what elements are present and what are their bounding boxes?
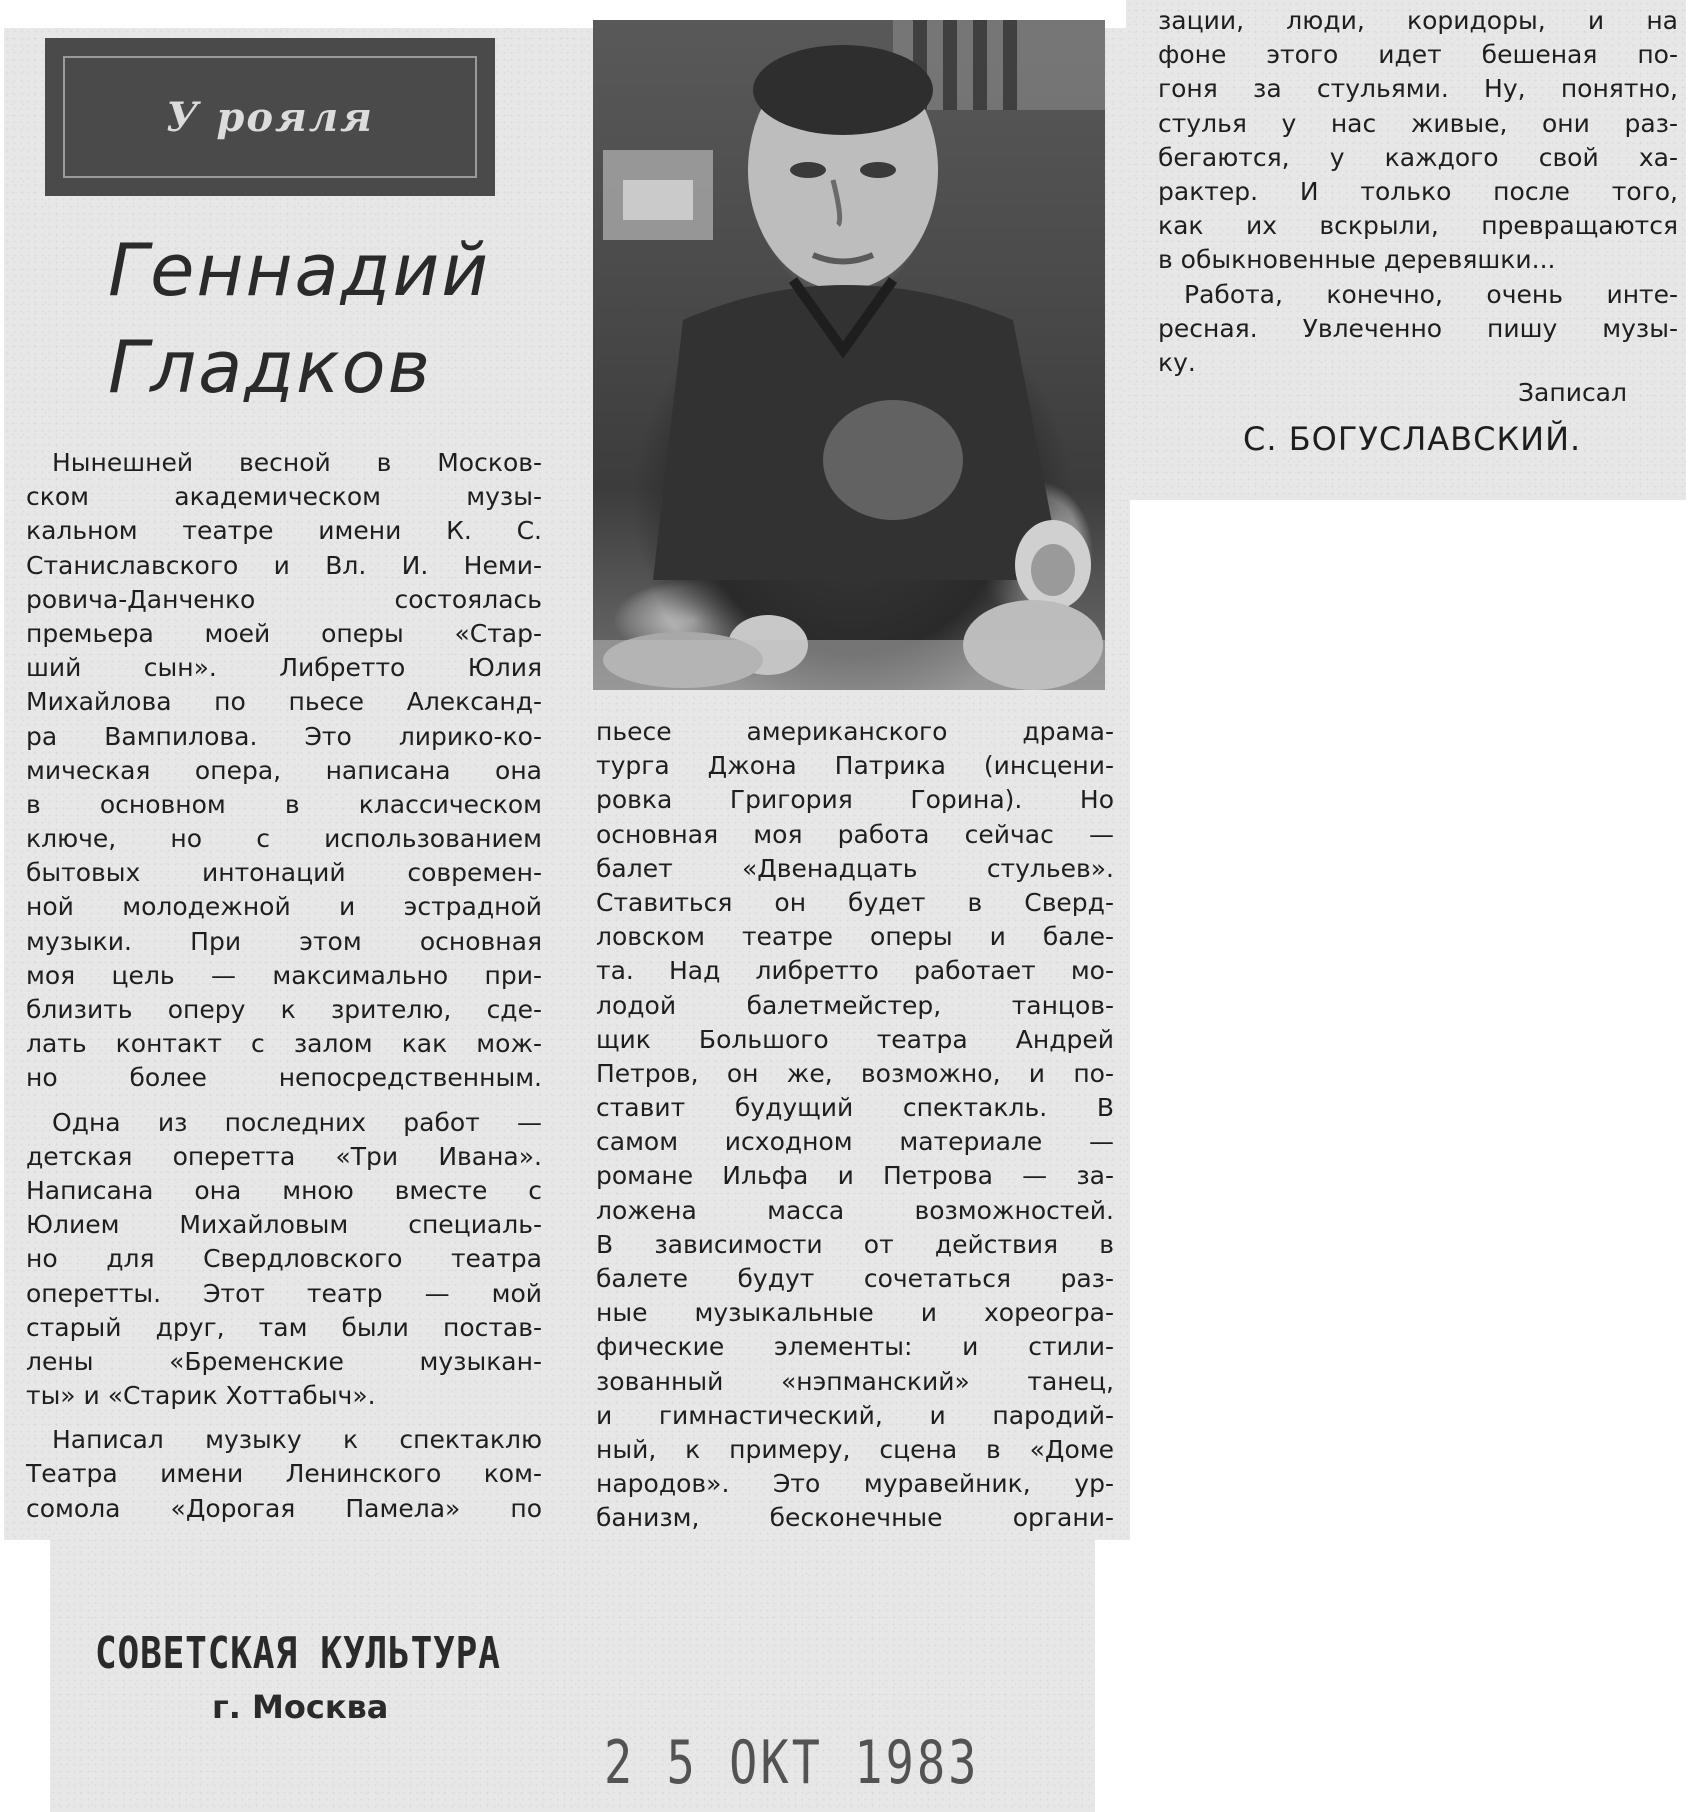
text-line: в основном в классическом [26, 789, 542, 819]
text-line: балет «Двенадцать стульев». [596, 853, 1114, 883]
text-line: старый друг, там были постав- [26, 1312, 542, 1342]
text-line: ском академическом музы- [26, 482, 542, 512]
text-line: ные музыкальные и хореогра- [596, 1298, 1114, 1328]
text-line: рактер. И только после того, [1158, 176, 1678, 206]
rubric-frame [63, 56, 477, 178]
newspaper-stamp-city: г. Москва [212, 1688, 389, 1726]
article-column-middle [596, 715, 1114, 1536]
text-line: пьесе американского драма- [596, 717, 1114, 746]
text-line: В зависимости от действия в [596, 1229, 1114, 1259]
text-line: стулья у нас живые, они раз- [1158, 108, 1678, 138]
paragraph-gap [26, 1096, 542, 1106]
text-line: моя цель — максимально при- [26, 960, 542, 990]
text-line: турга Джона Патрика (инсцени- [596, 751, 1114, 781]
text-line: Написана она мною вместе с [26, 1175, 542, 1205]
text-line: ший сын». Либретто Юлия [26, 653, 542, 683]
text-line: ключе, но с использованием [26, 824, 542, 854]
text-line: лены «Бременские музыкан- [26, 1346, 542, 1376]
signature-author: С. БОГУСЛАВСКИЙ. [1243, 420, 1582, 458]
text-line: Станиславского и Вл. И. Неми- [26, 550, 542, 580]
portrait-photo [593, 20, 1105, 690]
text-line: Петров, он же, возможно, и по- [596, 1058, 1114, 1088]
rubric-box [45, 38, 495, 196]
text-line: как их вскрыли, превращаются [1158, 211, 1678, 241]
text-line: Одна из последних работ — [52, 1107, 542, 1137]
paragraph-gap [26, 1413, 542, 1423]
text-line: гоня за стульями. Ну, понятно, [1158, 74, 1678, 104]
text-line: зации, люди, коридоры, и на [1158, 6, 1678, 35]
headline-first-name: Геннадий [108, 228, 491, 312]
text-line: Юлием Михайловым специаль- [26, 1210, 542, 1240]
text-line: народов». Это муравейник, ур- [596, 1469, 1114, 1499]
text-line: Работа, конечно, очень инте- [1184, 279, 1678, 309]
text-line: бытовых интонаций современ- [26, 858, 542, 888]
text-line: ловском театре оперы и бале- [596, 922, 1114, 952]
text-line: лодой балетмейстер, танцов- [596, 990, 1114, 1020]
text-line: ложена масса возможностей. [596, 1195, 1114, 1225]
text-line: Написал музыку к спектаклю [52, 1425, 542, 1455]
article-column-left [26, 446, 542, 1526]
text-line: Ставиться он будет в Сверд- [596, 887, 1114, 917]
text-line: балете будут сочетаться раз- [596, 1264, 1114, 1293]
text-line: Михайлова по пьесе Александ- [26, 687, 542, 717]
text-line: бегаются, у каждого свой ха- [1158, 142, 1678, 172]
signature-label: Записал [1518, 378, 1627, 407]
text-line: но более непосредственным. [26, 1063, 542, 1093]
text-line: ку. [1158, 347, 1196, 377]
text-line: ровича-Данченко состоялась [26, 584, 542, 614]
text-line: детская оперетта «Три Ивана». [26, 1141, 542, 1171]
text-line: премьера моей оперы «Стар- [26, 618, 542, 648]
text-line: и гимнастический, и пародий- [596, 1400, 1114, 1430]
text-line: Театра имени Ленинского ком- [26, 1459, 542, 1489]
text-line: фоне этого идет бешеная по- [1158, 40, 1678, 70]
text-line: ра Вампилова. Это лирико-ко- [26, 721, 542, 751]
text-line: ресная. Увлеченно пишу музы- [1158, 313, 1678, 343]
text-line: ты» и «Старик Хоттабыч». [26, 1381, 376, 1411]
text-line: основная моя работа сейчас — [596, 819, 1114, 849]
article-column-right [1158, 4, 1678, 380]
text-line: щик Большого театра Андрей [596, 1024, 1114, 1054]
text-line: романе Ильфа и Петрова — за- [596, 1161, 1114, 1191]
text-line: мическая опера, написана она [26, 755, 542, 785]
text-line: Нынешней весной в Москов- [52, 448, 542, 477]
text-line: ной молодежной и эстрадной [26, 892, 542, 922]
text-line: банизм, бесконечные органи- [596, 1503, 1114, 1533]
text-line: но для Свердловского театра [26, 1244, 542, 1274]
text-line: сомола «Дорогая Памела» по [26, 1493, 542, 1523]
text-line: самом исходном материале — [596, 1127, 1114, 1157]
headline-last-name: Гладков [108, 325, 433, 409]
text-line: оперетты. Этот театр — мой [26, 1278, 542, 1308]
text-line: фические элементы: и стили- [596, 1332, 1114, 1362]
portrait-illustration [593, 20, 1105, 690]
newspaper-stamp-masthead: СОВЕТСКАЯ КУЛЬТУРА [95, 1628, 501, 1679]
text-line: лать контакт с залом как мож- [26, 1029, 542, 1059]
text-line: зованный «нэпманский» танец, [596, 1366, 1114, 1396]
text-line: та. Над либретто работает мо- [596, 956, 1114, 986]
rubric-title: У рояля [166, 93, 374, 141]
text-line: ровка Григория Горина). Но [596, 785, 1114, 815]
text-line: кальном театре имени К. С. [26, 516, 542, 546]
date-stamp: 2 5 ОКТ 1983 [604, 1728, 980, 1798]
text-line: ставит будущий спектакль. В [596, 1093, 1114, 1123]
text-line: близить оперу к зрителю, сде- [26, 995, 542, 1024]
text-line: музыки. При этом основная [26, 926, 542, 956]
text-line: ный, к примеру, сцена в «Доме [596, 1434, 1114, 1464]
text-line: в обыкновенные деревяшки... [1158, 245, 1556, 275]
